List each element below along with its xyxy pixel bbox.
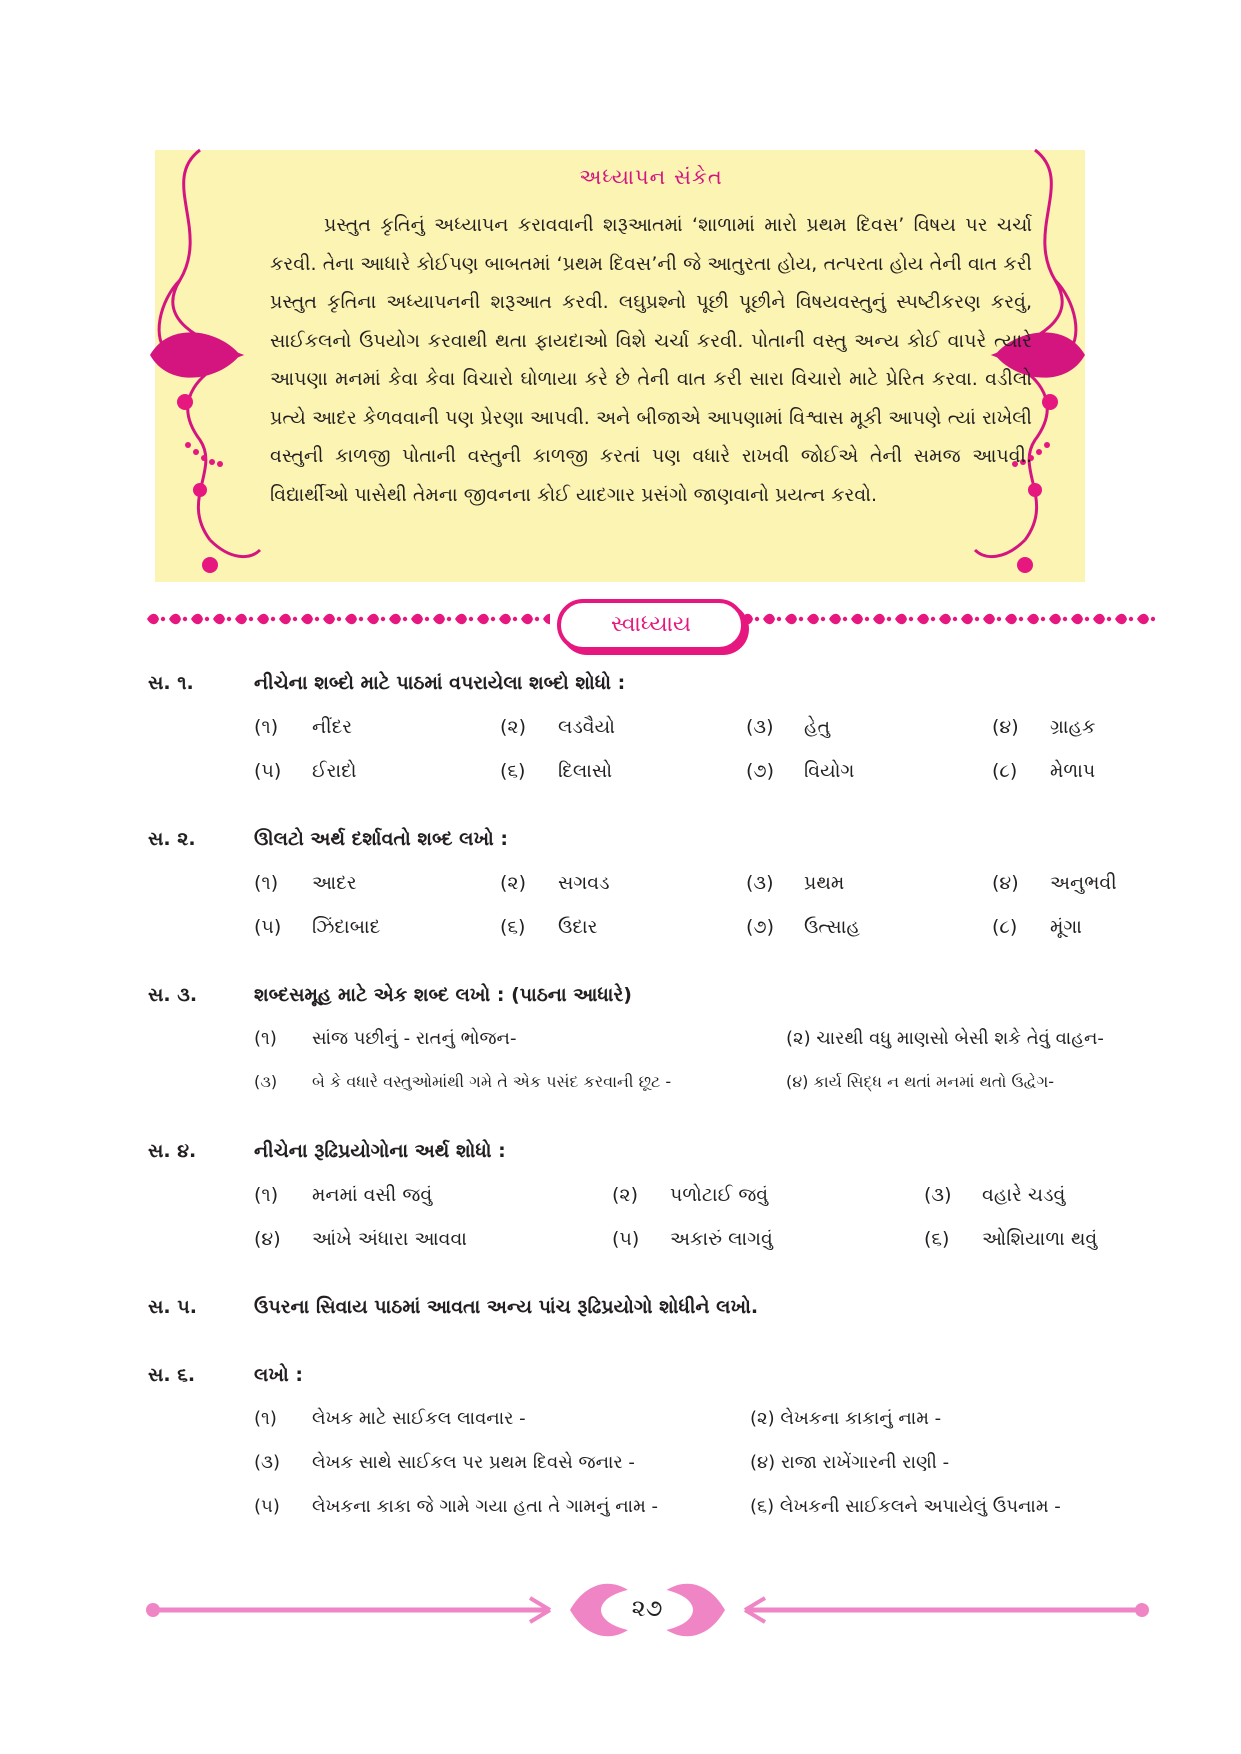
question-number: સ. ૫. xyxy=(148,1296,197,1318)
q4-row-2 xyxy=(254,1228,1184,1264)
list-item: (૪) રાજા રાખેંગારની રાણી - xyxy=(750,1452,950,1473)
list-item: (૬) દિલાસો xyxy=(500,760,613,782)
question-number: સ. ૧. xyxy=(148,672,194,694)
list-item: (૫) લેખકના કાકા જે ગામે ગયા હતા તે ગામનું નામ - xyxy=(254,1496,659,1517)
list-item: (૪) અનુભવી xyxy=(992,872,1117,894)
list-item: (૬) લેખકની સાઈકલને અપાયેલું ઉપનામ - xyxy=(750,1496,1061,1517)
list-item: (૨) પળોટાઈ જવું xyxy=(612,1184,769,1206)
q1-row-1 xyxy=(254,716,1184,752)
list-item: (૭) ઉત્સાહ xyxy=(746,916,860,938)
list-item: (૩) પ્રથમ xyxy=(746,872,845,894)
list-item: (૫) અકારું લાગવું xyxy=(612,1228,773,1250)
list-item: (૭) વિયોગ xyxy=(746,760,855,782)
list-item: (૧) લેખક માટે સાઈકલ લાવનાર - xyxy=(254,1408,526,1429)
question-text: લખો : xyxy=(254,1364,303,1386)
q4-row-1 xyxy=(254,1184,1184,1220)
question-text: નીચેના શબ્દો માટે પાઠમાં વપરાયેલા શબ્દો શોધો : xyxy=(254,672,626,694)
list-item: (૧) આદર xyxy=(254,872,357,894)
list-item: (૧) સાંજ પછીનું - રાતનું ભોજન- xyxy=(254,1028,517,1049)
question-text: શબ્દસમૂહ માટે એક શબ્દ લખો : (પાઠના આધારે) xyxy=(254,984,632,1006)
list-item: (૪) ગ્રાહક xyxy=(992,716,1096,738)
list-item: (૩) લેખક સાથે સાઈકલ પર પ્રથમ દિવસે જનાર - xyxy=(254,1452,635,1473)
page-footer xyxy=(145,1570,1150,1650)
left-floral-ornament xyxy=(140,140,270,580)
list-item: (૨) સગવડ xyxy=(500,872,610,894)
q2-row-2 xyxy=(254,916,1184,952)
list-item: (૮) મૂંગા xyxy=(992,916,1082,938)
question-text: ઊલટો અર્થ દર્શાવતો શબ્દ લખો : xyxy=(254,828,509,850)
list-item: (૧) મનમાં વસી જવું xyxy=(254,1184,433,1206)
page-number: ૨૭ xyxy=(631,1594,663,1622)
q3-row-2 xyxy=(254,1072,1184,1108)
q2-row-1 xyxy=(254,872,1184,908)
list-item: (૩) બે કે વધારે વસ્તુઓમાંથી ગમે તે એક પસંદ કરવાની છૂટ - xyxy=(254,1072,672,1091)
list-item: (૩) હેતુ xyxy=(746,716,831,738)
list-item: (૨) લેખકના કાકાનું નામ - xyxy=(750,1408,942,1429)
list-item: (૧) નીંદર xyxy=(254,716,353,738)
list-item: (૬) ઉદાર xyxy=(500,916,598,938)
q6-row-2 xyxy=(254,1452,1184,1488)
teacher-note-content xyxy=(270,160,1032,514)
question-number: સ. ૬. xyxy=(148,1364,196,1386)
q1-row-2 xyxy=(254,760,1184,796)
question-text: ઉપરના સિવાય પાઠમાં આવતા અન્ય પાંચ રૂઢિપ્રયોગો શોધીને લખો. xyxy=(254,1296,759,1318)
question-number: સ. ૪. xyxy=(148,1140,197,1162)
list-item: (૩) વહારે ચડવું xyxy=(924,1184,1066,1206)
question-number: સ. ૨. xyxy=(148,828,196,850)
list-item: (૬) ઓશિયાળા થવું xyxy=(924,1228,1098,1250)
question-text: નીચેના રૂઢિપ્રયોગોના અર્થ શોધો : xyxy=(254,1140,506,1162)
q3-row-1 xyxy=(254,1028,1184,1064)
list-item: (૪) આંખે અંધારા આવવા xyxy=(254,1228,467,1250)
teacher-note-text: પ્રસ્તુત કૃતિનું અધ્યાપન કરાવવાની શરૂઆતમાં ‘શાળામાં મારો પ્રથમ દિવસ’ વિષય પર ચર્ચા કરવી. તેના આધારે કોઈપણ બાબતમાં ‘પ્રથમ દિવસ’ની જે આતુરતા હોય, તત્પરતા હોય તેની વાત કરી પ્રસ્તુત કૃતિના અધ્યાપનની શરૂઆત કરવી. લઘુપ્રશ્નો પૂછી પૂછીને વિષયવસ્તુનું સ્પષ્ટીકરણ કરવું, સાઈકલનો ઉપયોગ કરવાથી થતા ફાયદાઓ વિશે ચર્ચા કરવી. પોતાની વસ્તુ અન્ય કોઈ વાપરે ત્યારે આપણા મનમાં કેવા કેવા વિચારો ઘોળાયા કરે છે તેની વાત કરી સારા વિચારો માટે પ્રેરિત કરવા. વડીલો પ્રત્યે આદર કેળવવાની પણ પ્રેરણા આપવી. અને બીજાએ આપણામાં વિશ્વાસ મૂકી આપણે ત્યાં રાખેલી વસ્તુની કાળજી પોતાની વસ્તુની કાળજી કરતાં પણ વધારે રાખવી જોઈએ તેની સમજ આપવી. વિદ્યાર્થીઓ પાસેથી તેમના જીવનના કોઈ યાદગાર પ્રસંગો જાણવાનો પ્રયત્ન કરવો. xyxy=(270,214,1032,506)
section-banner xyxy=(145,598,1155,652)
q6-row-3 xyxy=(254,1496,1184,1532)
teacher-note-title: અધ્યાપન સંકેત xyxy=(579,165,723,189)
list-item: (૫) ઝિંદાબાદ xyxy=(254,916,381,938)
list-item: (૨) લડવૈયો xyxy=(500,716,615,738)
list-item: (૫) ઈરાદો xyxy=(254,760,357,782)
list-item: (૪) કાર્ય સિદ્ધ ન થતાં મનમાં થતો ઉદ્વેગ- xyxy=(786,1072,1055,1091)
section-title: સ્વાધ્યાય xyxy=(557,599,745,651)
list-item: (૨) ચારથી વધુ માણસો બેસી શકે તેવું વાહન- xyxy=(786,1028,1104,1049)
list-item: (૮) મેળાપ xyxy=(992,760,1096,782)
q6-row-1 xyxy=(254,1408,1184,1444)
question-number: સ. ૩. xyxy=(148,984,198,1006)
